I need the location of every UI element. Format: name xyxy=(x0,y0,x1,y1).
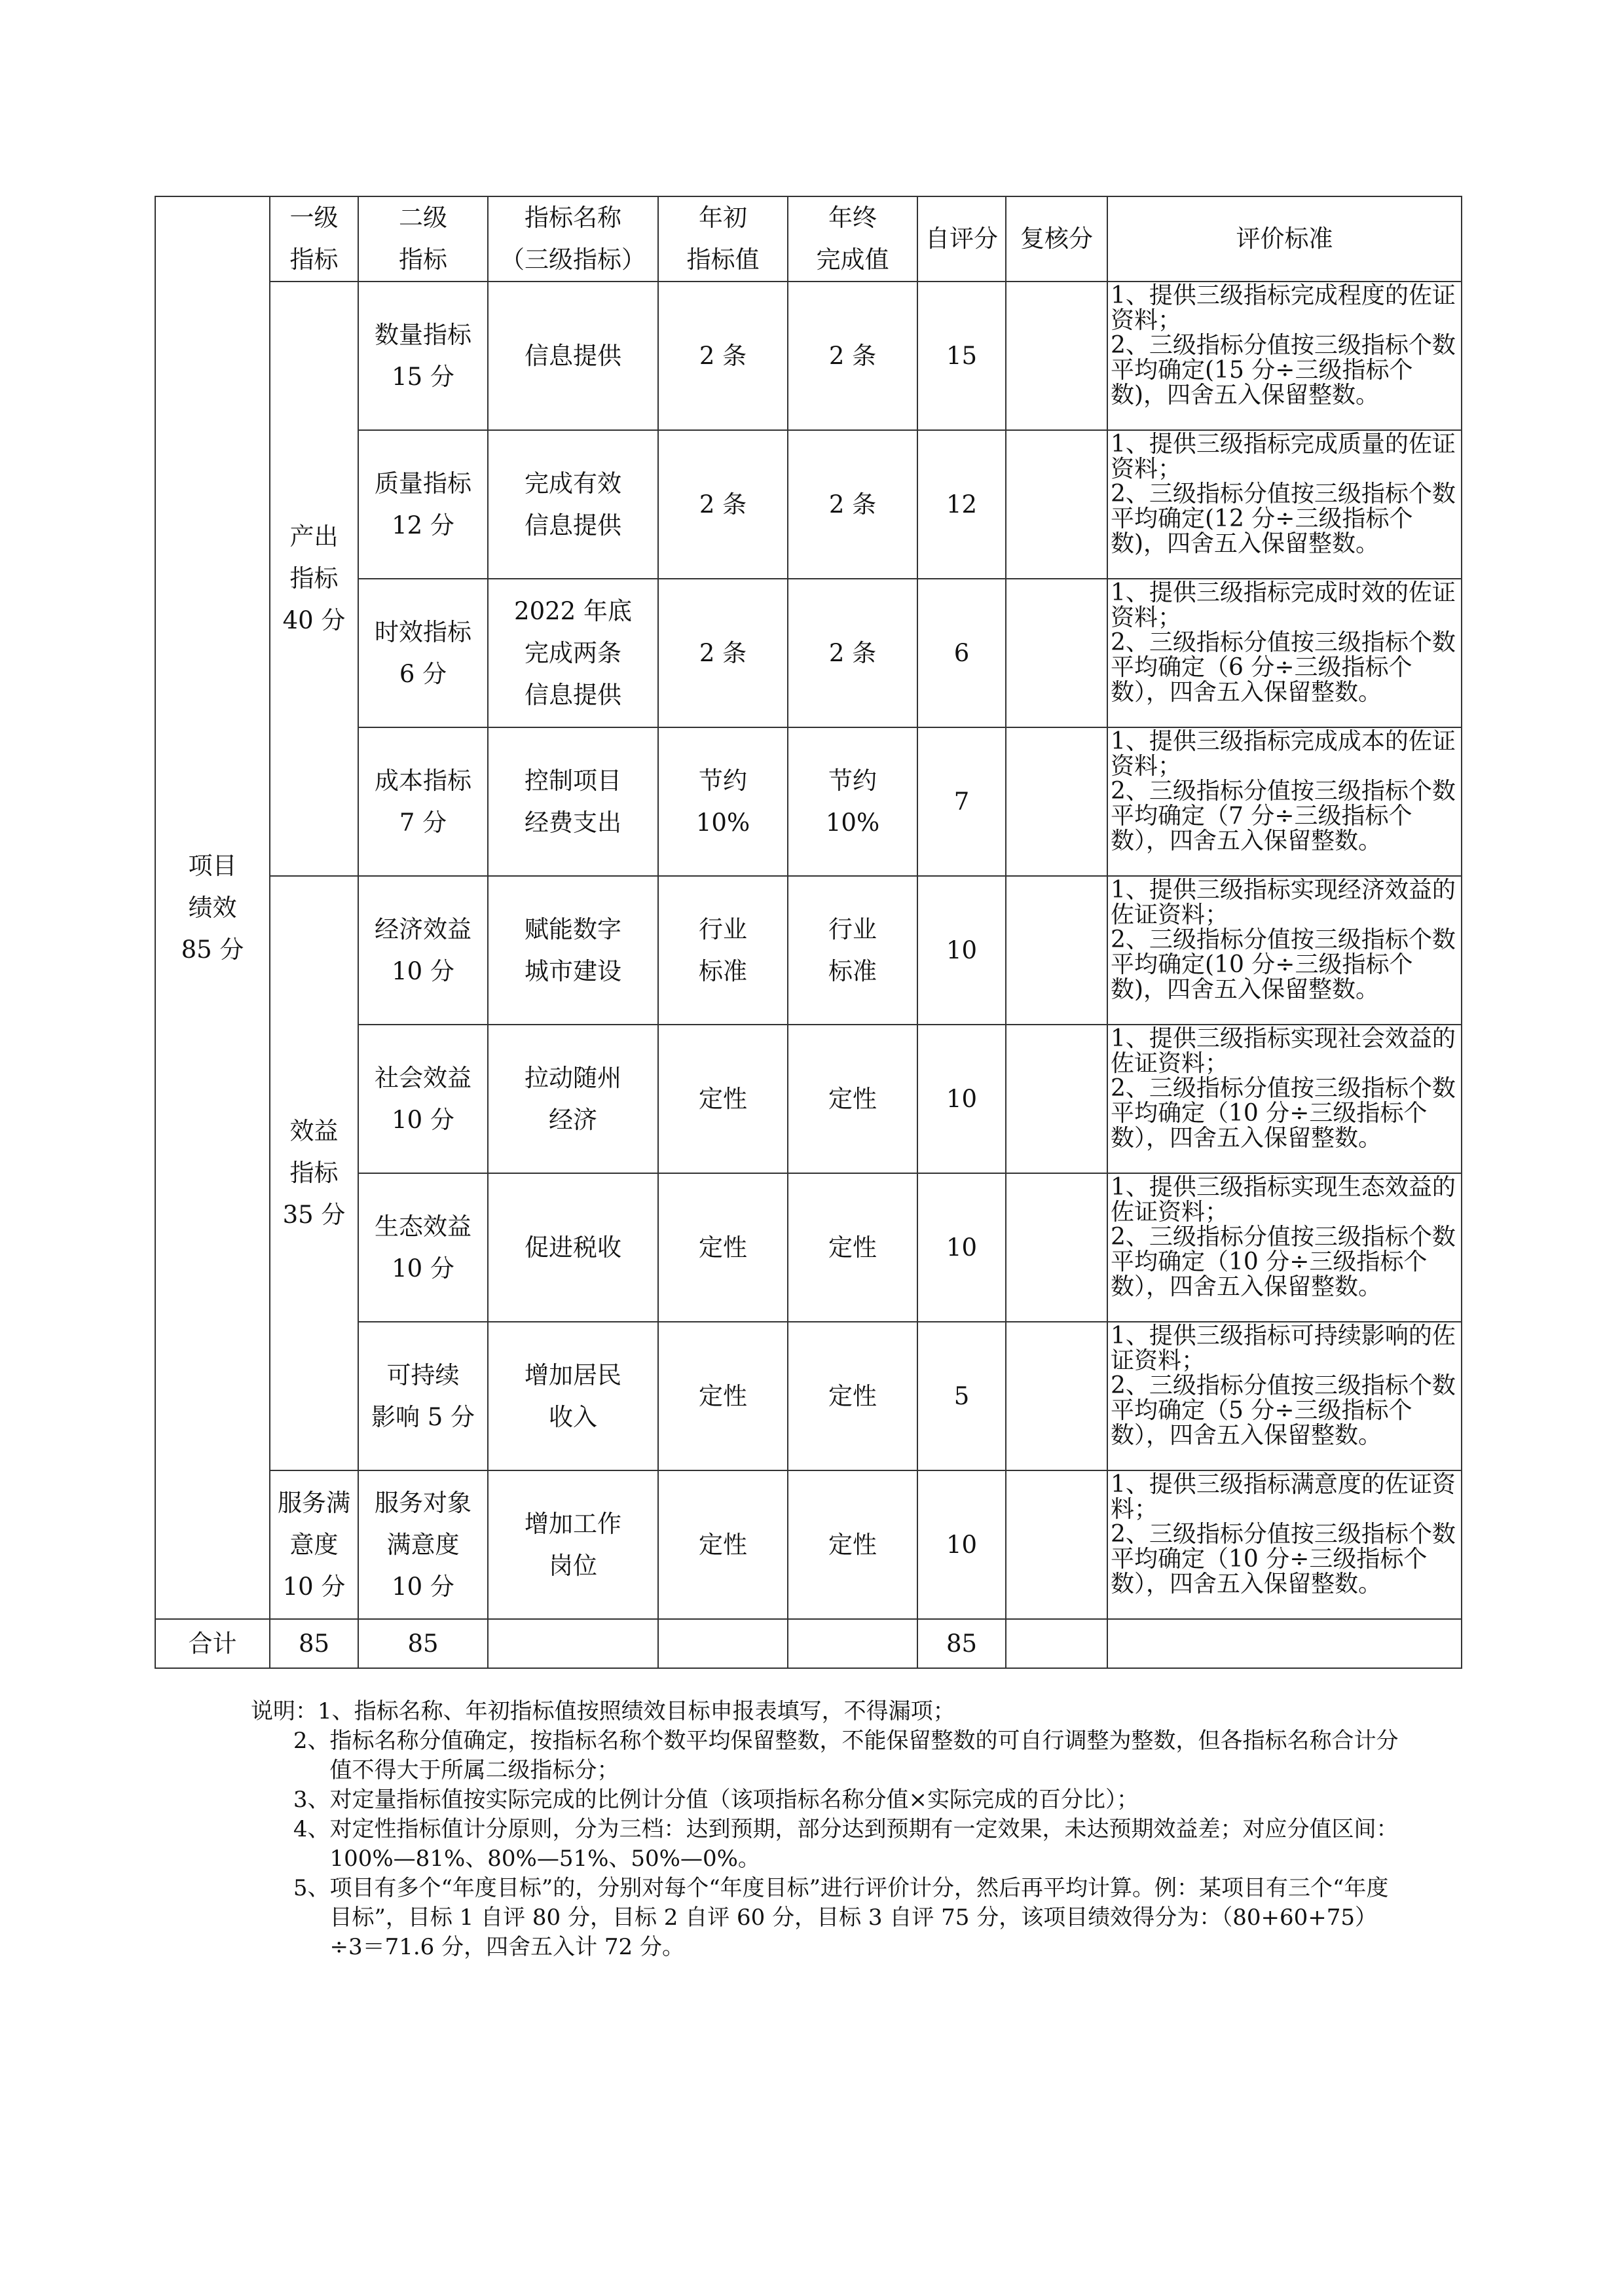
cell-line: 7 分 xyxy=(399,808,447,837)
table-row xyxy=(155,876,1462,1025)
self-score: 10 xyxy=(917,1470,1006,1619)
actual-value xyxy=(788,1173,917,1322)
cell-line: 节约 xyxy=(699,766,747,795)
cell-line: 15 分 xyxy=(392,362,454,391)
header-level1 xyxy=(270,196,358,282)
cell-line: 1、提供三级指标实现社会效益的佐证资料； xyxy=(1111,1025,1456,1077)
self-score: 12 xyxy=(917,430,1006,579)
level2-indicator xyxy=(358,876,488,1025)
review-score xyxy=(1006,876,1107,1025)
actual-value xyxy=(788,579,917,727)
review-score xyxy=(1006,1470,1107,1619)
note-lead: 5、 xyxy=(251,1875,330,1901)
target-value xyxy=(658,1322,788,1470)
cell-line: 2 条 xyxy=(828,341,877,370)
note-lead: 4、 xyxy=(251,1816,330,1842)
note-text: 项目有多个“年度目标”的，分别对每个“年度目标”进行评价计分，然后再平均计算。例：某项目有三个“年度目标”，目标 1 自评 80 分，目标 2 自评 60 分，目标 3 自评 75 分，该项目绩效得分为：（80+60+75）÷3＝71.6 分，四舍五入计 72 分。 xyxy=(329,1875,1389,1960)
self-score: 10 xyxy=(917,876,1006,1025)
level2-indicator xyxy=(358,282,488,430)
cell-line: 2、三级指标分值按三级指标个数平均确定（5 分÷三级指标个数），四舍五入保留整数。 xyxy=(1111,1372,1456,1449)
cell-line: 定性 xyxy=(828,1530,877,1559)
cell-line: 定性 xyxy=(699,1530,747,1559)
cell-line: 项目 xyxy=(188,851,237,880)
cell-line: 节约 xyxy=(828,766,877,795)
cell-line: 增加工作 xyxy=(525,1509,621,1538)
cell-line: 35 分 xyxy=(282,1201,346,1229)
cell-line: 标准 xyxy=(828,957,877,985)
cell-line: 影响 5 分 xyxy=(371,1402,475,1431)
cell-line: 一级 xyxy=(289,204,339,232)
group-benefit-cell xyxy=(270,876,358,1470)
project-performance-cell xyxy=(155,196,270,1619)
self-score: 7 xyxy=(917,727,1006,876)
level2-indicator xyxy=(358,727,488,876)
cell-line: 1、提供三级指标实现生态效益的佐证资料； xyxy=(1111,1174,1456,1226)
cell-line: 年终 xyxy=(828,204,877,232)
total-target xyxy=(658,1619,788,1668)
target-value xyxy=(658,282,788,430)
target-value xyxy=(658,1173,788,1322)
cell-line: 经济效益 xyxy=(375,915,471,943)
cell-line: 1、提供三级指标完成程度的佐证资料； xyxy=(1111,282,1456,334)
review-score xyxy=(1006,1173,1107,1322)
indicator-name xyxy=(488,876,658,1025)
target-value xyxy=(658,430,788,579)
cell-line: 1、提供三级指标完成时效的佐证资料； xyxy=(1111,579,1456,631)
total-name xyxy=(488,1619,658,1668)
criteria-text xyxy=(1107,1322,1462,1470)
indicator-name xyxy=(488,1173,658,1322)
review-score xyxy=(1006,727,1107,876)
table-row xyxy=(155,282,1462,430)
cell-line: 10% xyxy=(695,808,750,837)
note-lead: 3、 xyxy=(251,1787,330,1813)
criteria-text xyxy=(1107,1173,1462,1322)
criteria-text xyxy=(1107,1470,1462,1619)
cell-line: 拉动随州 xyxy=(525,1063,621,1092)
cell-line: 效益 xyxy=(289,1117,339,1145)
cell-line: 10% xyxy=(825,808,880,837)
cell-line: 信息提供 xyxy=(525,680,621,709)
cell-line: 定性 xyxy=(828,1381,877,1410)
total-review-score xyxy=(1006,1619,1107,1668)
cell-line: 产出 xyxy=(289,522,339,551)
cell-line: 1、提供三级指标实现经济效益的佐证资料； xyxy=(1111,877,1456,928)
note-text: 对定性指标值计分原则，分为三档：达到预期，部分达到预期有一定效果，未达预期效益差；对应分值区间：100%—81%、80%—51%、50%—0%。 xyxy=(329,1816,1399,1872)
header-row xyxy=(155,196,1462,282)
cell-line: 行业 xyxy=(828,915,877,943)
self-score: 15 xyxy=(917,282,1006,430)
target-value xyxy=(658,1470,788,1619)
criteria-text xyxy=(1107,727,1462,876)
actual-value xyxy=(788,727,917,876)
cell-line: 成本指标 xyxy=(375,766,471,795)
actual-value xyxy=(788,1470,917,1619)
total-level2: 85 xyxy=(358,1619,488,1668)
target-value xyxy=(658,727,788,876)
cell-line: 2、三级指标分值按三级指标个数平均确定（10 分÷三级指标个数），四舍五入保留整数。 xyxy=(1111,1521,1456,1597)
indicator-name xyxy=(488,282,658,430)
indicator-name xyxy=(488,430,658,579)
indicator-name xyxy=(488,1322,658,1470)
level2-indicator xyxy=(358,1025,488,1173)
total-self-score: 85 xyxy=(917,1619,1006,1668)
cell-line: 行业 xyxy=(699,915,747,943)
cell-line: （三级指标） xyxy=(500,246,646,274)
cell-line: 2、三级指标分值按三级指标个数平均确定(15 分÷三级指标个数)，四舍五入保留整数。 xyxy=(1111,332,1456,409)
note-item xyxy=(251,1726,1403,1785)
header-self-score: 自评分 xyxy=(917,196,1006,282)
cell-line: 生态效益 xyxy=(375,1212,471,1241)
cell-line: 定性 xyxy=(828,1084,877,1113)
cell-line: 城市建设 xyxy=(525,957,621,985)
cell-line: 促进税收 xyxy=(525,1233,621,1262)
cell-line: 10 分 xyxy=(282,1572,346,1601)
cell-line: 意度 xyxy=(289,1530,339,1559)
actual-value xyxy=(788,282,917,430)
note-item xyxy=(251,1785,1403,1815)
cell-line: 岗位 xyxy=(549,1551,597,1580)
total-actual xyxy=(788,1619,917,1668)
note-lead: 2、 xyxy=(251,1728,330,1754)
cell-line: 完成有效 xyxy=(525,469,621,498)
note-text: 指标名称分值确定，按指标名称个数平均保留整数，不能保留整数的可自行调整为整数，但各指标名称合计分值不得大于所属二级指标分； xyxy=(329,1728,1399,1783)
level2-indicator xyxy=(358,1322,488,1470)
cell-line: 指标 xyxy=(289,1159,339,1187)
cell-line: 增加居民 xyxy=(525,1360,621,1389)
header-review-score: 复核分 xyxy=(1006,196,1107,282)
table-body xyxy=(155,196,1462,1668)
level2-indicator xyxy=(358,430,488,579)
self-score: 10 xyxy=(917,1025,1006,1173)
group-satisfaction-cell xyxy=(270,1470,358,1619)
note-lead: 说明：1、 xyxy=(251,1698,354,1724)
cell-line: 完成值 xyxy=(816,246,889,274)
cell-line: 社会效益 xyxy=(375,1063,471,1092)
note-text: 指标名称、年初指标值按照绩效目标申报表填写，不得漏项； xyxy=(354,1698,955,1724)
cell-line: 赋能数字 xyxy=(525,915,621,943)
total-label: 合计 xyxy=(155,1619,270,1668)
cell-line: 经济 xyxy=(549,1105,597,1134)
cell-line: 收入 xyxy=(549,1402,597,1431)
cell-line: 1、提供三级指标满意度的佐证资料； xyxy=(1111,1471,1456,1523)
cell-line: 2 条 xyxy=(699,490,747,519)
actual-value xyxy=(788,1025,917,1173)
cell-line: 指标 xyxy=(289,564,339,592)
cell-line: 1、提供三级指标可持续影响的佐证资料； xyxy=(1111,1322,1456,1374)
cell-line: 信息提供 xyxy=(525,341,621,370)
self-score: 10 xyxy=(917,1173,1006,1322)
cell-line: 12 分 xyxy=(392,511,454,539)
cell-line: 6 分 xyxy=(399,659,447,688)
cell-line: 2、三级指标分值按三级指标个数平均确定（10 分÷三级指标个数），四舍五入保留整数。 xyxy=(1111,1224,1456,1300)
indicator-name xyxy=(488,579,658,727)
actual-value xyxy=(788,1322,917,1470)
header-level2 xyxy=(358,196,488,282)
cell-line: 定性 xyxy=(699,1084,747,1113)
cell-line: 年初 xyxy=(699,204,747,232)
cell-line: 2 条 xyxy=(828,490,877,519)
table-row xyxy=(155,1470,1462,1619)
cell-line: 2 条 xyxy=(828,638,877,667)
cell-line: 85 分 xyxy=(181,935,244,964)
cell-line: 控制项目 xyxy=(525,766,621,795)
cell-line: 10 分 xyxy=(392,1105,454,1134)
cell-line: 2 条 xyxy=(699,638,747,667)
total-level1: 85 xyxy=(270,1619,358,1668)
header-actual xyxy=(788,196,917,282)
cell-line: 服务对象 xyxy=(375,1488,471,1517)
indicator-name xyxy=(488,1470,658,1619)
cell-line: 二级 xyxy=(399,204,447,232)
review-score xyxy=(1006,1322,1107,1470)
cell-line: 指标值 xyxy=(686,246,760,274)
level2-indicator xyxy=(358,1470,488,1619)
group-output-cell xyxy=(270,282,358,876)
criteria-text xyxy=(1107,876,1462,1025)
evaluation-table xyxy=(155,196,1462,1669)
self-score: 5 xyxy=(917,1322,1006,1470)
cell-line: 1、提供三级指标完成成本的佐证资料； xyxy=(1111,728,1456,780)
cell-line: 标准 xyxy=(699,957,747,985)
cell-line: 时效指标 xyxy=(375,617,471,646)
header-indicator-name xyxy=(488,196,658,282)
cell-line: 完成两条 xyxy=(525,638,621,667)
note-text: 对定量指标值按实际完成的比例计分值（该项指标名称分值×实际完成的百分比）； xyxy=(329,1787,1139,1813)
cell-line: 40 分 xyxy=(282,606,346,634)
cell-line: 2、三级指标分值按三级指标个数平均确定(10 分÷三级指标个数)，四舍五入保留整数。 xyxy=(1111,926,1456,1003)
cell-line: 定性 xyxy=(699,1381,747,1410)
cell-line: 信息提供 xyxy=(525,511,621,539)
cell-line: 10 分 xyxy=(392,957,454,985)
level2-indicator xyxy=(358,579,488,727)
criteria-text xyxy=(1107,579,1462,727)
cell-line: 指标名称 xyxy=(525,204,621,232)
note-item xyxy=(251,1815,1403,1874)
header-target xyxy=(658,196,788,282)
review-score xyxy=(1006,282,1107,430)
total-criteria xyxy=(1107,1619,1462,1668)
review-score xyxy=(1006,1025,1107,1173)
cell-line: 2、三级指标分值按三级指标个数平均确定（10 分÷三级指标个数），四舍五入保留整数。 xyxy=(1111,1075,1456,1152)
criteria-text xyxy=(1107,430,1462,579)
cell-line: 2 条 xyxy=(699,341,747,370)
cell-line: 2、三级指标分值按三级指标个数平均确定（6 分÷三级指标个数），四舍五入保留整数。 xyxy=(1111,629,1456,706)
cell-line: 2022 年底 xyxy=(514,596,632,625)
cell-line: 2、三级指标分值按三级指标个数平均确定(12 分÷三级指标个数)，四舍五入保留整数。 xyxy=(1111,481,1456,557)
cell-line: 满意度 xyxy=(386,1530,460,1559)
cell-line: 1、提供三级指标完成质量的佐证资料； xyxy=(1111,431,1456,483)
header-criteria: 评价标准 xyxy=(1107,196,1462,282)
criteria-text xyxy=(1107,1025,1462,1173)
cell-line: 10 分 xyxy=(392,1572,454,1601)
target-value xyxy=(658,579,788,727)
cell-line: 绩效 xyxy=(188,893,237,922)
cell-line: 可持续 xyxy=(386,1360,460,1389)
note-item xyxy=(251,1697,1403,1726)
review-score xyxy=(1006,430,1107,579)
target-value xyxy=(658,1025,788,1173)
review-score xyxy=(1006,579,1107,727)
notes-section xyxy=(251,1697,1403,1962)
cell-line: 指标 xyxy=(399,246,447,274)
cell-line: 服务满 xyxy=(278,1488,350,1517)
level2-indicator xyxy=(358,1173,488,1322)
target-value xyxy=(658,876,788,1025)
cell-line: 2、三级指标分值按三级指标个数平均确定（7 分÷三级指标个数），四舍五入保留整数。 xyxy=(1111,778,1456,854)
total-row xyxy=(155,1619,1462,1668)
self-score: 6 xyxy=(917,579,1006,727)
indicator-name xyxy=(488,727,658,876)
actual-value xyxy=(788,876,917,1025)
cell-line: 定性 xyxy=(699,1233,747,1262)
criteria-text xyxy=(1107,282,1462,430)
actual-value xyxy=(788,430,917,579)
cell-line: 数量指标 xyxy=(375,320,471,349)
cell-line: 指标 xyxy=(289,246,339,274)
cell-line: 质量指标 xyxy=(375,469,471,498)
note-item xyxy=(251,1874,1403,1962)
indicator-name xyxy=(488,1025,658,1173)
cell-line: 经费支出 xyxy=(525,808,621,837)
cell-line: 定性 xyxy=(828,1233,877,1262)
cell-line: 10 分 xyxy=(392,1254,454,1283)
